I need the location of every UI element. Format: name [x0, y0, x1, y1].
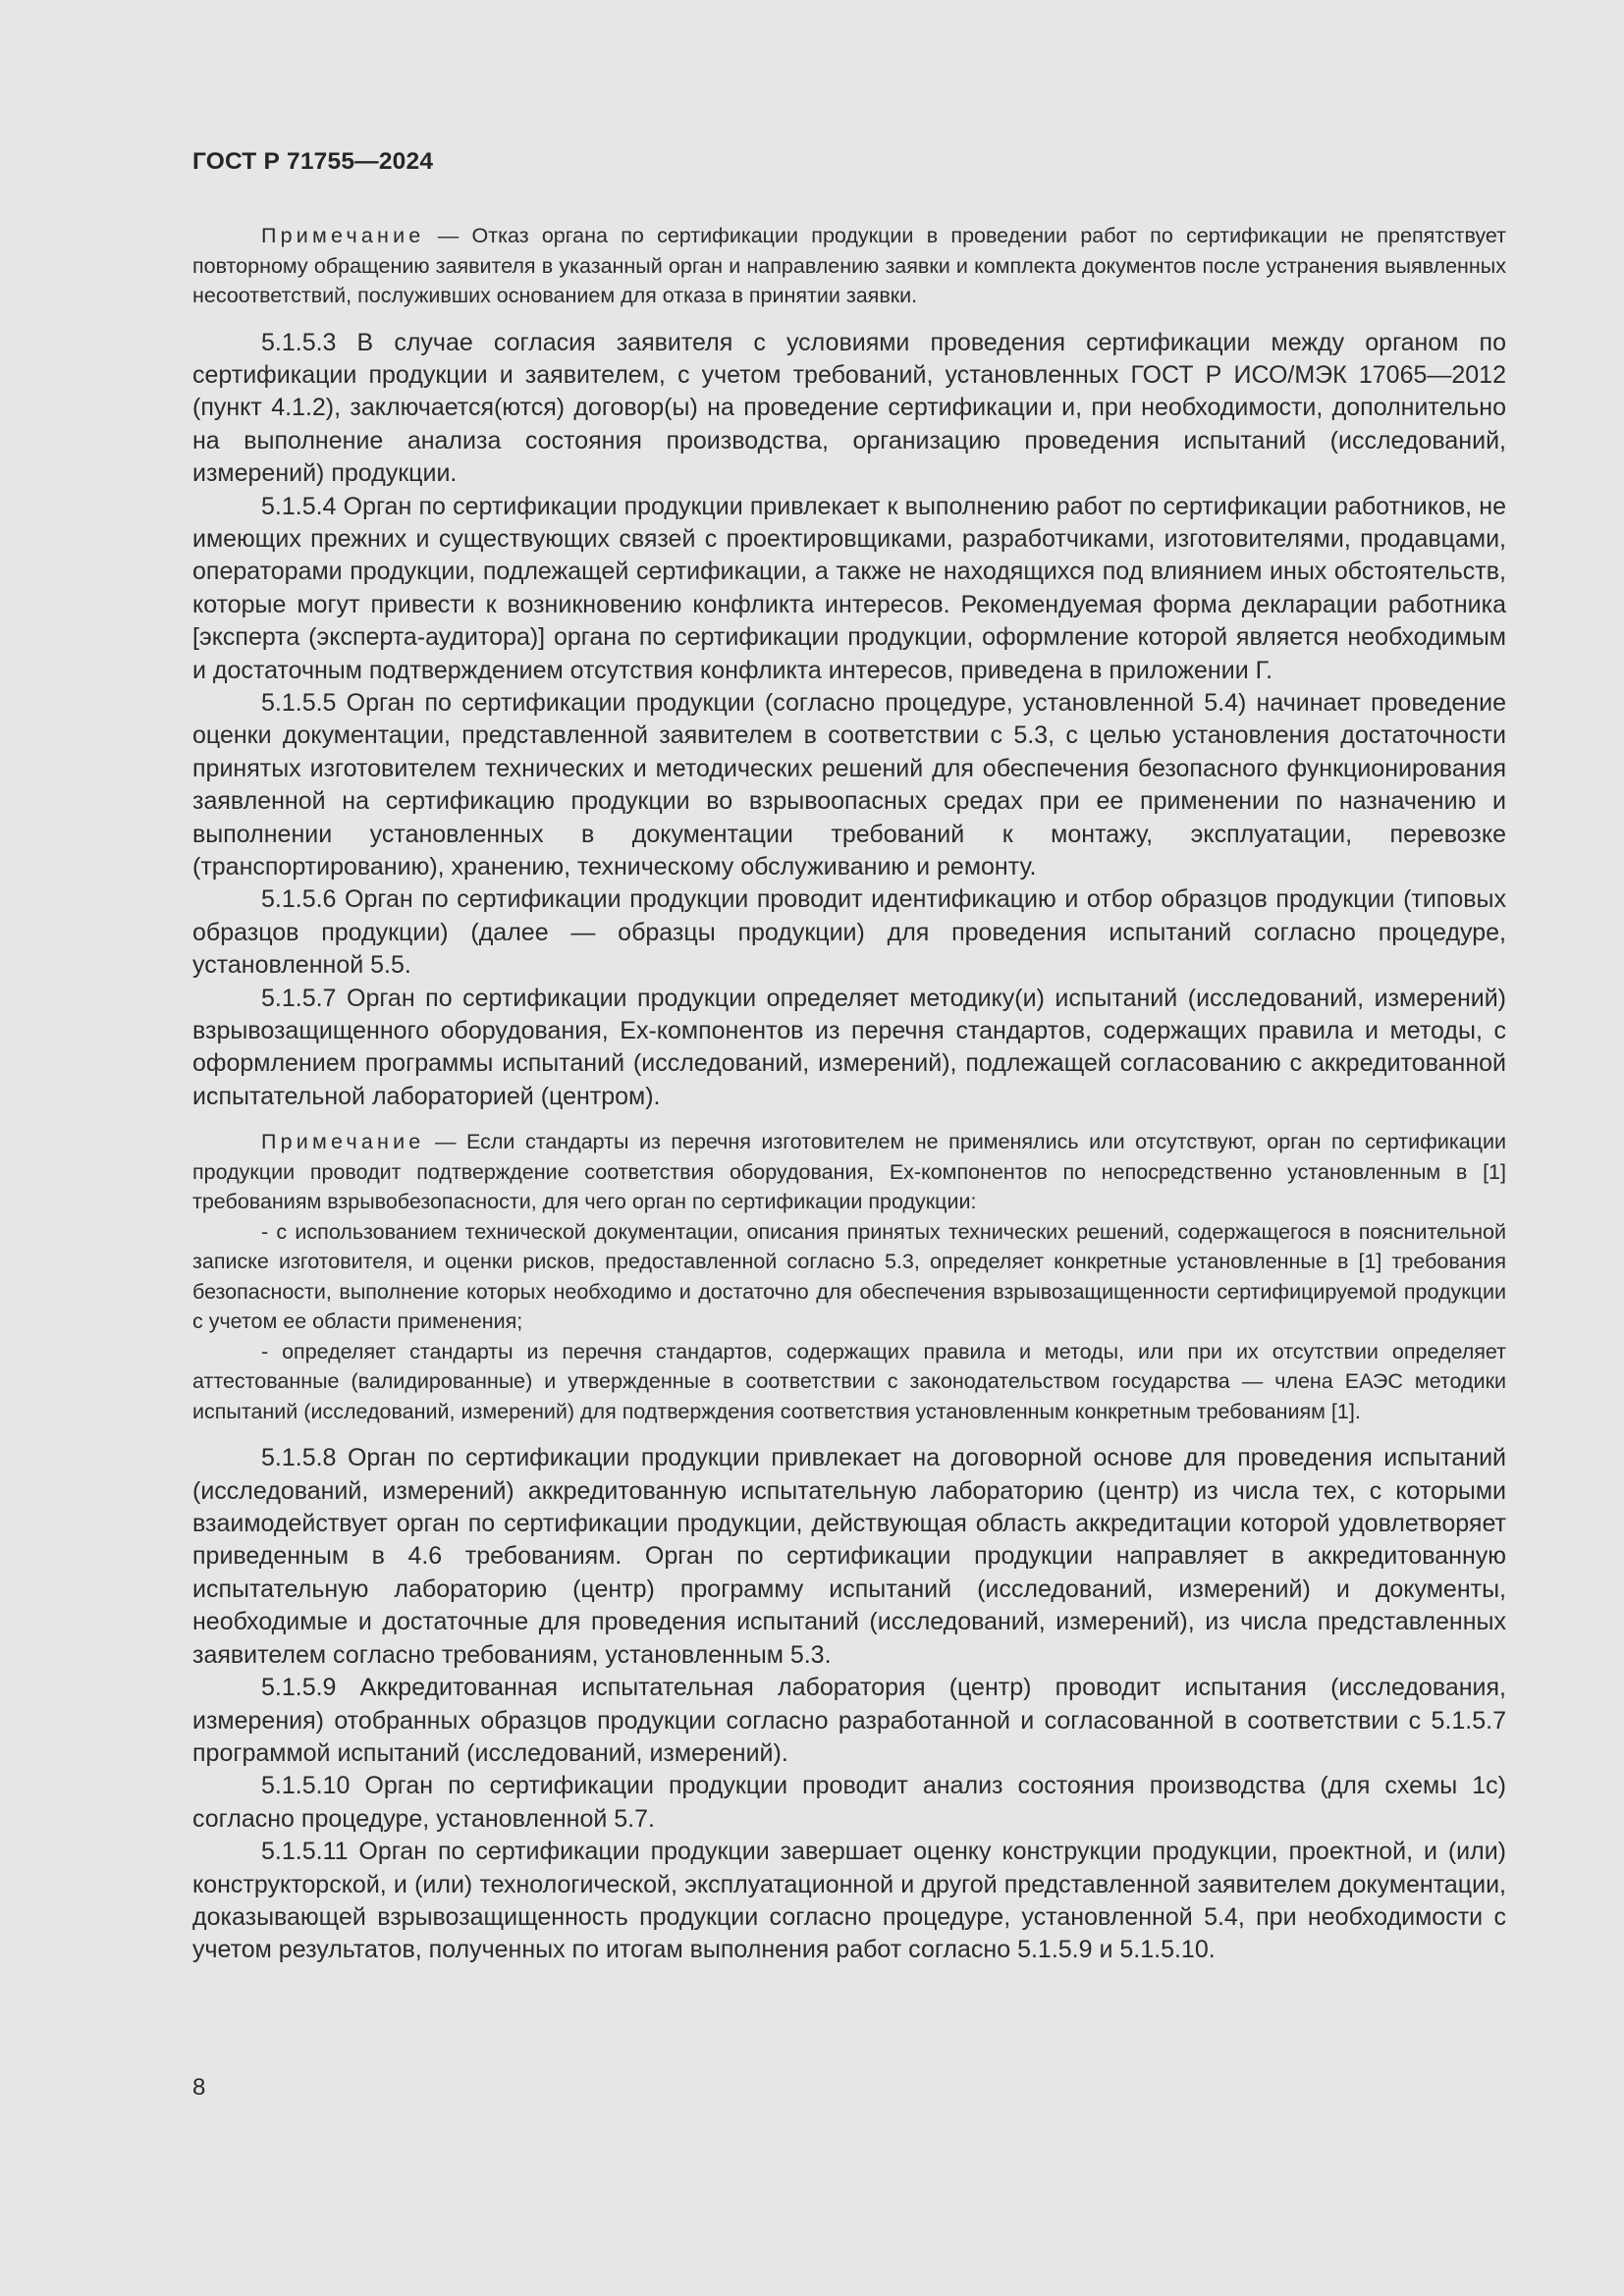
- spacer: [192, 311, 1506, 327]
- page-number: 8: [192, 2074, 206, 2101]
- paragraph-5-1-5-3: 5.1.5.3 В случае согласия заявителя с условиями проведения сертификации между органом по сертификации продукции и заявителем, с учетом требований, установленных ГОСТ Р ИСО/МЭК 17065—2012 (пункт 4.1.2), заключается(ются) договор(ы) на проведение сертификации и, при необходимости, дополнительно на выполнение анализа состояния производства, организацию проведения испытаний (исследований, измерений) продукции.: [192, 328, 1506, 488]
- paragraph-5-1-5-6: 5.1.5.6 Орган по сертификации продукции проводит идентификацию и отбор образцов продукции (типовых образцов продукции) (далее — образцы продукции) для проведения испытаний согласно процедуре, установленной 5.5.: [192, 885, 1506, 980]
- paragraph-5-1-5-5: 5.1.5.5 Орган по сертификации продукции (согласно процедуре, установленной 5.4) начинает проведение оценки документации, представленной заявителем в соответствии с 5.3, с целью установления достаточности принятых изготовителем технических и методических решений для обеспечения безопасного функционирования заявленной на сертификацию продукции во взрывоопасных средах при ее применении по назначению и выполнении установленных в документации требований к монтажу, эксплуатации, перевозке (транспортированию), хранению, техническому обслуживанию и ремонту.: [192, 688, 1506, 881]
- paragraph-5-1-5-8: 5.1.5.8 Орган по сертификации продукции привлекает на договорной основе для проведения испытаний (исследований, измерений) аккредитованную испытательную лабораторию (центр) из числа тех, с которыми взаимодействует орган по сертификации продукции, действующая область аккредитации которой удовлетворяет приведенным в 4.6 требованиям. Орган по сертификации продукции направляет в аккредитованную испытательную лабораторию (центр) программу испытаний (исследований, измерений) и документы, необходимые и достаточные для проведения испытаний (исследований, измерений), из числа представленных заявителем согласно требованиям, установленным 5.3.: [192, 1444, 1506, 1669]
- document-page: [192, 0, 1506, 2296]
- paragraph-5-1-5-10: 5.1.5.10 Орган по сертификации продукции проводит анализ состояния производства (для схемы 1с) согласно процедуре, установленной 5.7.: [192, 1772, 1506, 1833]
- note-1-lead: Примечание: [261, 224, 425, 247]
- note-2: [192, 1127, 1506, 1217]
- note-2-list-item: - с использованием технической документации, описания принятых технических решений, содержащегося в пояснительной записке изготовителя, и оценки рисков, предоставленной согласно 5.3, определяет конкретные установленные в [1] требования безопасности, выполнение которых необходимо и достаточно для обеспечения взрывозащищенности сертифицируемой продукции с учетом ее области применения;: [192, 1219, 1506, 1334]
- note-1-text: — Отказ органа по сертификации продукции в проведении работ по сертификации не препятствует повторному обращению заявителя в указанный орган и направлению заявки и комплекта документов после устранения выявленных несоответствий, послуживших основанием для отказа в принятии заявки.: [192, 224, 1506, 307]
- paragraph-5-1-5-11: 5.1.5.11 Орган по сертификации продукции завершает оценку конструкции продукции, проектной, и (или) конструкторской, и (или) технологической, эксплуатационной и другой представленной заявителем документации, доказывающей взрывозащищенность продукции согласно процедуре, установленной 5.4, при необходимости с учетом результатов, полученных по итогам выполнения работ согласно 5.1.5.9 и 5.1.5.10.: [192, 1838, 1506, 1964]
- spacer: [192, 1426, 1506, 1442]
- document-id-header: ГОСТ Р 71755—2024: [192, 148, 434, 175]
- note-2-text: — Если стандарты из перечня изготовителем не применялись или отсутствуют, орган по сертификации продукции проводит подтверждение соответствия оборудования, Ex-компонентов по непосредственно установленным в [1] требованиям взрывобезопасности, для чего орган по сертификации продукции:: [192, 1130, 1506, 1214]
- paragraph-5-1-5-7: 5.1.5.7 Орган по сертификации продукции определяет методику(и) испытаний (исследований, измерений) взрывозащищенного оборудования, Ex-компонентов из перечня стандартов, содержащих правила и методы, с оформлением программы испытаний (исследований, измерений), подлежащей согласованию с аккредитованной испытательной лабораторией (центром).: [192, 984, 1506, 1110]
- document-body: [192, 221, 1506, 1967]
- paragraph-5-1-5-9: 5.1.5.9 Аккредитованная испытательная лаборатория (центр) проводит испытания (исследования, измерения) отобранных образцов продукции согласно разработанной и согласованной в соответствии с 5.1.5.7 программой испытаний (исследований, измерений).: [192, 1674, 1506, 1767]
- spacer: [192, 1113, 1506, 1127]
- note-1: [192, 221, 1506, 311]
- paragraph-5-1-5-4: 5.1.5.4 Орган по сертификации продукции привлекает к выполнению работ по сертификации работников, не имеющих прежних и существующих связей с проектировщиками, разработчиками, изготовителями, продавцами, операторами продукции, подлежащей сертификации, а также не находящихся под влиянием иных обстоятельств, которые могут привести к возникновению конфликта интересов. Рекомендуемая форма декларации работника [эксперта (эксперта-аудитора)] органа по сертификации продукции, оформление которой является необходимым и достаточным подтверждением отсутствия конфликта интересов, приведена в приложении Г.: [192, 492, 1506, 684]
- note-2-lead: Примечание: [261, 1130, 425, 1154]
- note-2-list-item: - определяет стандарты из перечня стандартов, содержащих правила и методы, или при их отсутствии определяет аттестованные (валидированные) и утвержденные в соответствии с законодательством государства — члена ЕАЭС методики испытаний (исследований, измерений) для подтверждения соответствия установленным конкретным требованиям [1].: [192, 1339, 1506, 1423]
